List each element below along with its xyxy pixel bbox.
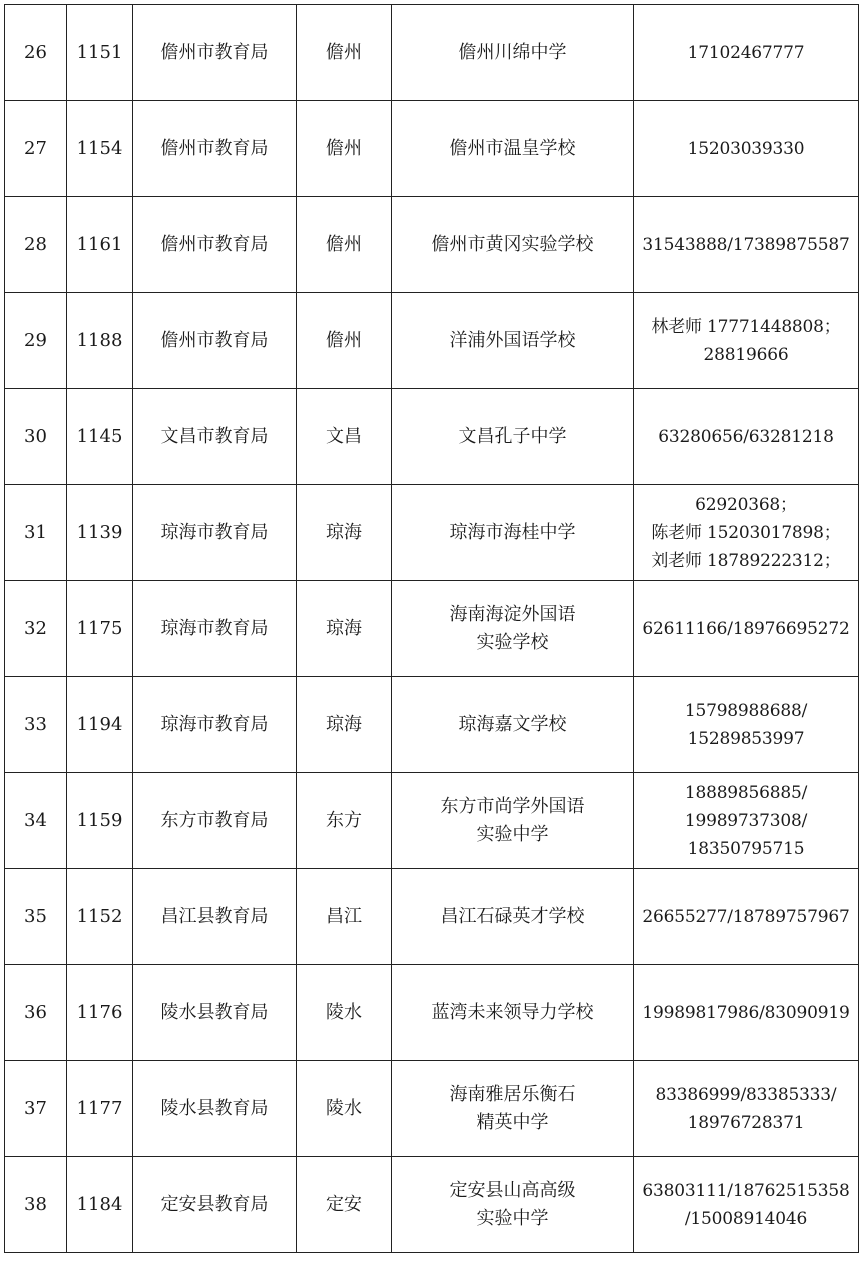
school-name-line: 定安县山高高级 (449, 1179, 576, 1201)
school-name-cell (392, 5, 634, 101)
row-index-cell: 33 (5, 677, 67, 773)
school-name-cell (392, 197, 634, 293)
school-name-cell (392, 581, 634, 677)
table-row (5, 293, 859, 389)
row-index-cell: 30 (5, 389, 67, 485)
table-row (5, 485, 859, 581)
contact-phone-line: 刘老师 18789222312； (651, 550, 841, 571)
school-code-cell: 1184 (67, 1157, 133, 1253)
city-cell: 儋州 (297, 5, 392, 101)
education-bureau-cell: 文昌市教育局 (133, 389, 297, 485)
school-code-cell: 1139 (67, 485, 133, 581)
school-code-cell: 1151 (67, 5, 133, 101)
school-code-cell: 1194 (67, 677, 133, 773)
education-bureau-cell: 陵水县教育局 (133, 965, 297, 1061)
school-code-cell: 1161 (67, 197, 133, 293)
school-code-cell: 1175 (67, 581, 133, 677)
school-name-line: 儋州市黄冈实验学校 (431, 233, 594, 255)
row-index-cell: 32 (5, 581, 67, 677)
contact-phone-line: 17102467777 (687, 42, 805, 63)
row-index-cell: 28 (5, 197, 67, 293)
school-name-line: 海南海淀外国语 (449, 603, 576, 625)
table-body (5, 5, 859, 1253)
school-contact-table (4, 4, 859, 1253)
city-cell: 儋州 (297, 197, 392, 293)
education-bureau-cell: 儋州市教育局 (133, 5, 297, 101)
table-row (5, 1157, 859, 1253)
table-row (5, 389, 859, 485)
school-name-cell (392, 965, 634, 1061)
row-index-cell: 35 (5, 869, 67, 965)
contact-phone-cell (634, 677, 859, 773)
school-name-line: 洋浦外国语学校 (449, 329, 576, 351)
school-name-line: 儋州市温皇学校 (449, 137, 576, 159)
row-index-cell: 34 (5, 773, 67, 869)
contact-phone-line: 18889856885/ (684, 782, 808, 803)
education-bureau-cell: 琼海市教育局 (133, 485, 297, 581)
contact-phone-line: 18976728371 (687, 1112, 805, 1133)
school-name-cell (392, 773, 634, 869)
school-name-line: 昌江石碌英才学校 (440, 905, 585, 927)
row-index-cell: 31 (5, 485, 67, 581)
school-name-line: 蓝湾未来领导力学校 (431, 1001, 594, 1023)
school-name-cell (392, 485, 634, 581)
contact-phone-cell (634, 581, 859, 677)
school-name-cell (392, 869, 634, 965)
table-row (5, 965, 859, 1061)
education-bureau-cell: 儋州市教育局 (133, 197, 297, 293)
school-name-line: 实验中学 (476, 1207, 549, 1229)
contact-phone-line: 26655277/18789757967 (642, 906, 850, 927)
contact-phone-line: 28819666 (703, 344, 789, 365)
contact-phone-cell (634, 1157, 859, 1253)
school-name-line: 海南雅居乐衡石 (449, 1083, 576, 1105)
school-name-cell (392, 293, 634, 389)
school-code-cell: 1177 (67, 1061, 133, 1157)
contact-phone-line: 19989817986/83090919 (642, 1002, 850, 1023)
contact-phone-cell (634, 773, 859, 869)
education-bureau-cell: 定安县教育局 (133, 1157, 297, 1253)
contact-phone-cell (634, 965, 859, 1061)
school-name-cell (392, 389, 634, 485)
contact-phone-cell (634, 389, 859, 485)
education-bureau-cell: 琼海市教育局 (133, 581, 297, 677)
school-name-line: 琼海嘉文学校 (458, 713, 567, 735)
contact-phone-line: 15203039330 (687, 138, 805, 159)
school-name-line: 琼海市海桂中学 (449, 521, 576, 543)
row-index-cell: 37 (5, 1061, 67, 1157)
table-row (5, 197, 859, 293)
contact-phone-line: 18350795715 (687, 838, 805, 859)
school-name-line: 精英中学 (476, 1111, 549, 1133)
contact-phone-cell (634, 869, 859, 965)
row-index-cell: 29 (5, 293, 67, 389)
city-cell: 东方 (297, 773, 392, 869)
contact-phone-line: 63803111/18762515358 (642, 1180, 850, 1201)
school-name-cell (392, 1061, 634, 1157)
school-name-cell (392, 677, 634, 773)
table-row (5, 5, 859, 101)
contact-phone-line: /15008914046 (684, 1208, 808, 1229)
row-index-cell: 36 (5, 965, 67, 1061)
education-bureau-cell: 儋州市教育局 (133, 101, 297, 197)
school-name-cell (392, 1157, 634, 1253)
contact-phone-line: 15798988688/ (684, 700, 808, 721)
city-cell: 琼海 (297, 581, 392, 677)
table-row (5, 101, 859, 197)
contact-phone-cell (634, 293, 859, 389)
education-bureau-cell: 东方市教育局 (133, 773, 297, 869)
school-name-line: 东方市尚学外国语 (440, 795, 585, 817)
school-code-cell: 1145 (67, 389, 133, 485)
city-cell: 陵水 (297, 965, 392, 1061)
city-cell: 陵水 (297, 1061, 392, 1157)
city-cell: 定安 (297, 1157, 392, 1253)
row-index-cell: 26 (5, 5, 67, 101)
city-cell: 儋州 (297, 101, 392, 197)
contact-phone-line: 15289853997 (687, 728, 805, 749)
school-name-line: 儋州川绵中学 (458, 41, 567, 63)
education-bureau-cell: 昌江县教育局 (133, 869, 297, 965)
school-name-line: 实验中学 (476, 823, 549, 845)
table-row (5, 869, 859, 965)
contact-phone-cell (634, 5, 859, 101)
school-code-cell: 1152 (67, 869, 133, 965)
school-code-cell: 1176 (67, 965, 133, 1061)
school-code-cell: 1154 (67, 101, 133, 197)
contact-phone-line: 62920368； (695, 494, 797, 515)
contact-phone-line: 19989737308/ (684, 810, 808, 831)
table-row (5, 1061, 859, 1157)
contact-phone-line: 62611166/18976695272 (642, 618, 850, 639)
city-cell: 琼海 (297, 485, 392, 581)
city-cell: 文昌 (297, 389, 392, 485)
school-name-cell (392, 101, 634, 197)
city-cell: 儋州 (297, 293, 392, 389)
table-row (5, 773, 859, 869)
row-index-cell: 38 (5, 1157, 67, 1253)
contact-phone-line: 83386999/83385333/ (655, 1084, 837, 1105)
school-name-line: 文昌孔子中学 (458, 425, 567, 447)
education-bureau-cell: 儋州市教育局 (133, 293, 297, 389)
education-bureau-cell: 琼海市教育局 (133, 677, 297, 773)
city-cell: 琼海 (297, 677, 392, 773)
school-code-cell: 1188 (67, 293, 133, 389)
row-index-cell: 27 (5, 101, 67, 197)
contact-phone-cell (634, 197, 859, 293)
contact-phone-line: 31543888/17389875587 (642, 234, 850, 255)
table-row (5, 677, 859, 773)
contact-phone-line: 陈老师 15203017898； (651, 522, 841, 543)
contact-phone-cell (634, 1061, 859, 1157)
city-cell: 昌江 (297, 869, 392, 965)
contact-phone-cell (634, 485, 859, 581)
contact-phone-cell (634, 101, 859, 197)
education-bureau-cell: 陵水县教育局 (133, 1061, 297, 1157)
table-row (5, 581, 859, 677)
school-code-cell: 1159 (67, 773, 133, 869)
contact-phone-line: 林老师 17771448808； (651, 316, 841, 337)
contact-phone-line: 63280656/63281218 (658, 426, 834, 447)
school-name-line: 实验学校 (476, 631, 549, 653)
